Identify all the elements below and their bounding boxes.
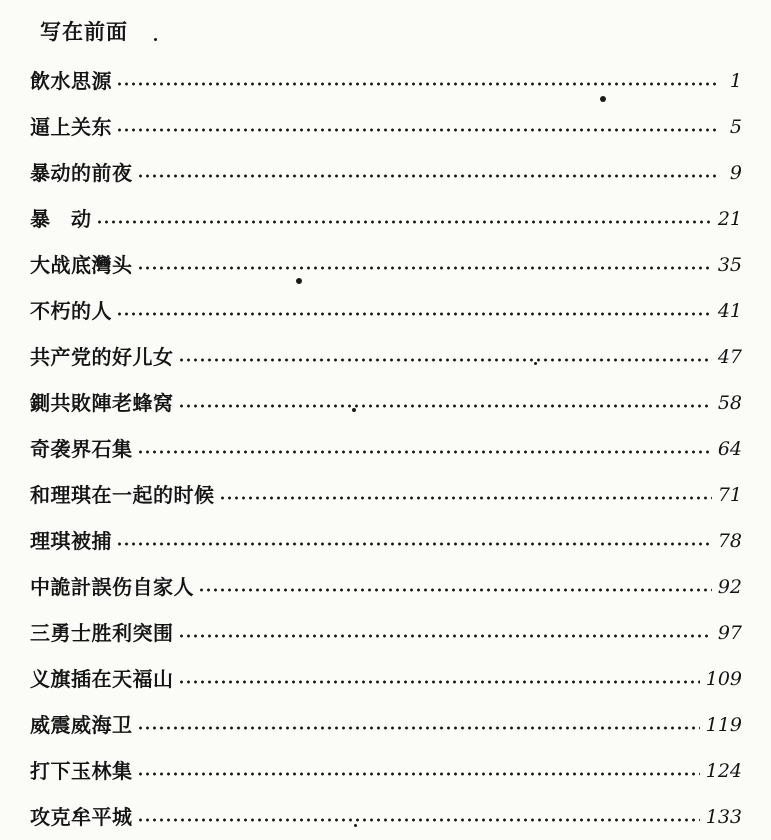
toc-entry <box>30 380 742 426</box>
toc-entry <box>30 564 742 610</box>
toc-entry-title: 暴 动 <box>30 207 92 231</box>
dot-leader <box>178 634 712 638</box>
toc-entry <box>30 242 742 288</box>
dot-leader <box>178 404 712 408</box>
toc-entry-title: 飲水思源 <box>30 69 112 93</box>
dot-leader <box>137 726 700 730</box>
toc-entry <box>30 656 742 702</box>
toc-entry-title: 逼上关东 <box>30 115 112 139</box>
toc-entry-page: 97 <box>717 622 742 644</box>
toc-entry-title: 中詭計誤伤自家人 <box>30 575 194 599</box>
ink-speck <box>354 824 357 827</box>
toc-entry-title: 威震威海卫 <box>30 713 133 737</box>
toc-entry-page: 35 <box>717 254 742 276</box>
dot-leader <box>116 128 716 132</box>
toc-entry-title: 打下玉林集 <box>30 759 133 783</box>
toc-entry <box>30 794 742 840</box>
ink-speck <box>352 408 356 412</box>
dot-leader <box>198 588 712 592</box>
toc-entry <box>30 288 742 334</box>
toc-entry <box>30 196 742 242</box>
toc-entry <box>30 472 742 518</box>
ink-speck <box>296 278 302 284</box>
toc-entry-title: 义旗插在天福山 <box>30 667 174 691</box>
toc-entry-title: 共产党的好儿女 <box>30 345 174 369</box>
toc-entry-page: 119 <box>705 714 742 736</box>
toc-entry-page: 47 <box>717 346 742 368</box>
toc-entry-page: 64 <box>717 438 742 460</box>
toc-entry <box>30 702 742 748</box>
toc-entry-page: 1 <box>729 70 742 92</box>
toc-entry-page: 21 <box>717 208 742 230</box>
toc-entry-page: 78 <box>717 530 742 552</box>
dot-leader <box>137 772 700 776</box>
toc-entry <box>30 748 742 794</box>
toc-entry-title: 三勇士胜利突围 <box>30 621 174 645</box>
toc-entry-title: 和理琪在一起的时候 <box>30 483 215 507</box>
toc-entry-page: 109 <box>705 668 742 690</box>
toc-entry-page: 9 <box>729 162 742 184</box>
dot-leader <box>116 542 712 546</box>
table-of-contents <box>30 58 742 840</box>
toc-entry-page: 41 <box>717 300 742 322</box>
dot-leader <box>178 680 700 684</box>
toc-entry-title: 奇袭界石集 <box>30 437 133 461</box>
toc-entry <box>30 610 742 656</box>
dot-leader <box>137 174 717 178</box>
dot-leader <box>96 220 712 224</box>
toc-entry-title: 大战底灣头 <box>30 253 133 277</box>
dot-leader <box>178 358 712 362</box>
toc-entry-title: 暴动的前夜 <box>30 161 133 185</box>
toc-entry-title: 不朽的人 <box>30 299 112 323</box>
dot-leader <box>137 266 712 270</box>
toc-entry <box>30 58 742 104</box>
toc-entry-title: 理琪被捕 <box>30 529 112 553</box>
toc-entry-title: 鍘共敗陣老蜂窝 <box>30 391 174 415</box>
ink-speck <box>534 362 537 365</box>
toc-entry <box>30 518 742 564</box>
toc-entry <box>30 334 742 380</box>
toc-entry <box>30 150 742 196</box>
dot-leader <box>116 312 712 316</box>
dot-leader <box>137 818 700 822</box>
toc-entry-page: 133 <box>705 806 742 828</box>
dot-leader <box>219 496 712 500</box>
toc-heading: 写在前面 <box>40 19 128 44</box>
toc-entry-page: 124 <box>705 760 742 782</box>
dot-leader <box>137 450 712 454</box>
toc-entry-page: 92 <box>717 576 742 598</box>
toc-entry-page: 58 <box>717 392 742 414</box>
dot-leader <box>116 82 716 86</box>
toc-entry-page: 71 <box>717 484 742 506</box>
toc-entry <box>30 104 742 150</box>
ink-speck <box>600 96 606 102</box>
ink-speck <box>154 38 157 41</box>
toc-entry-page: 5 <box>729 116 742 138</box>
toc-entry-title: 攻克牟平城 <box>30 805 133 829</box>
toc-entry <box>30 426 742 472</box>
